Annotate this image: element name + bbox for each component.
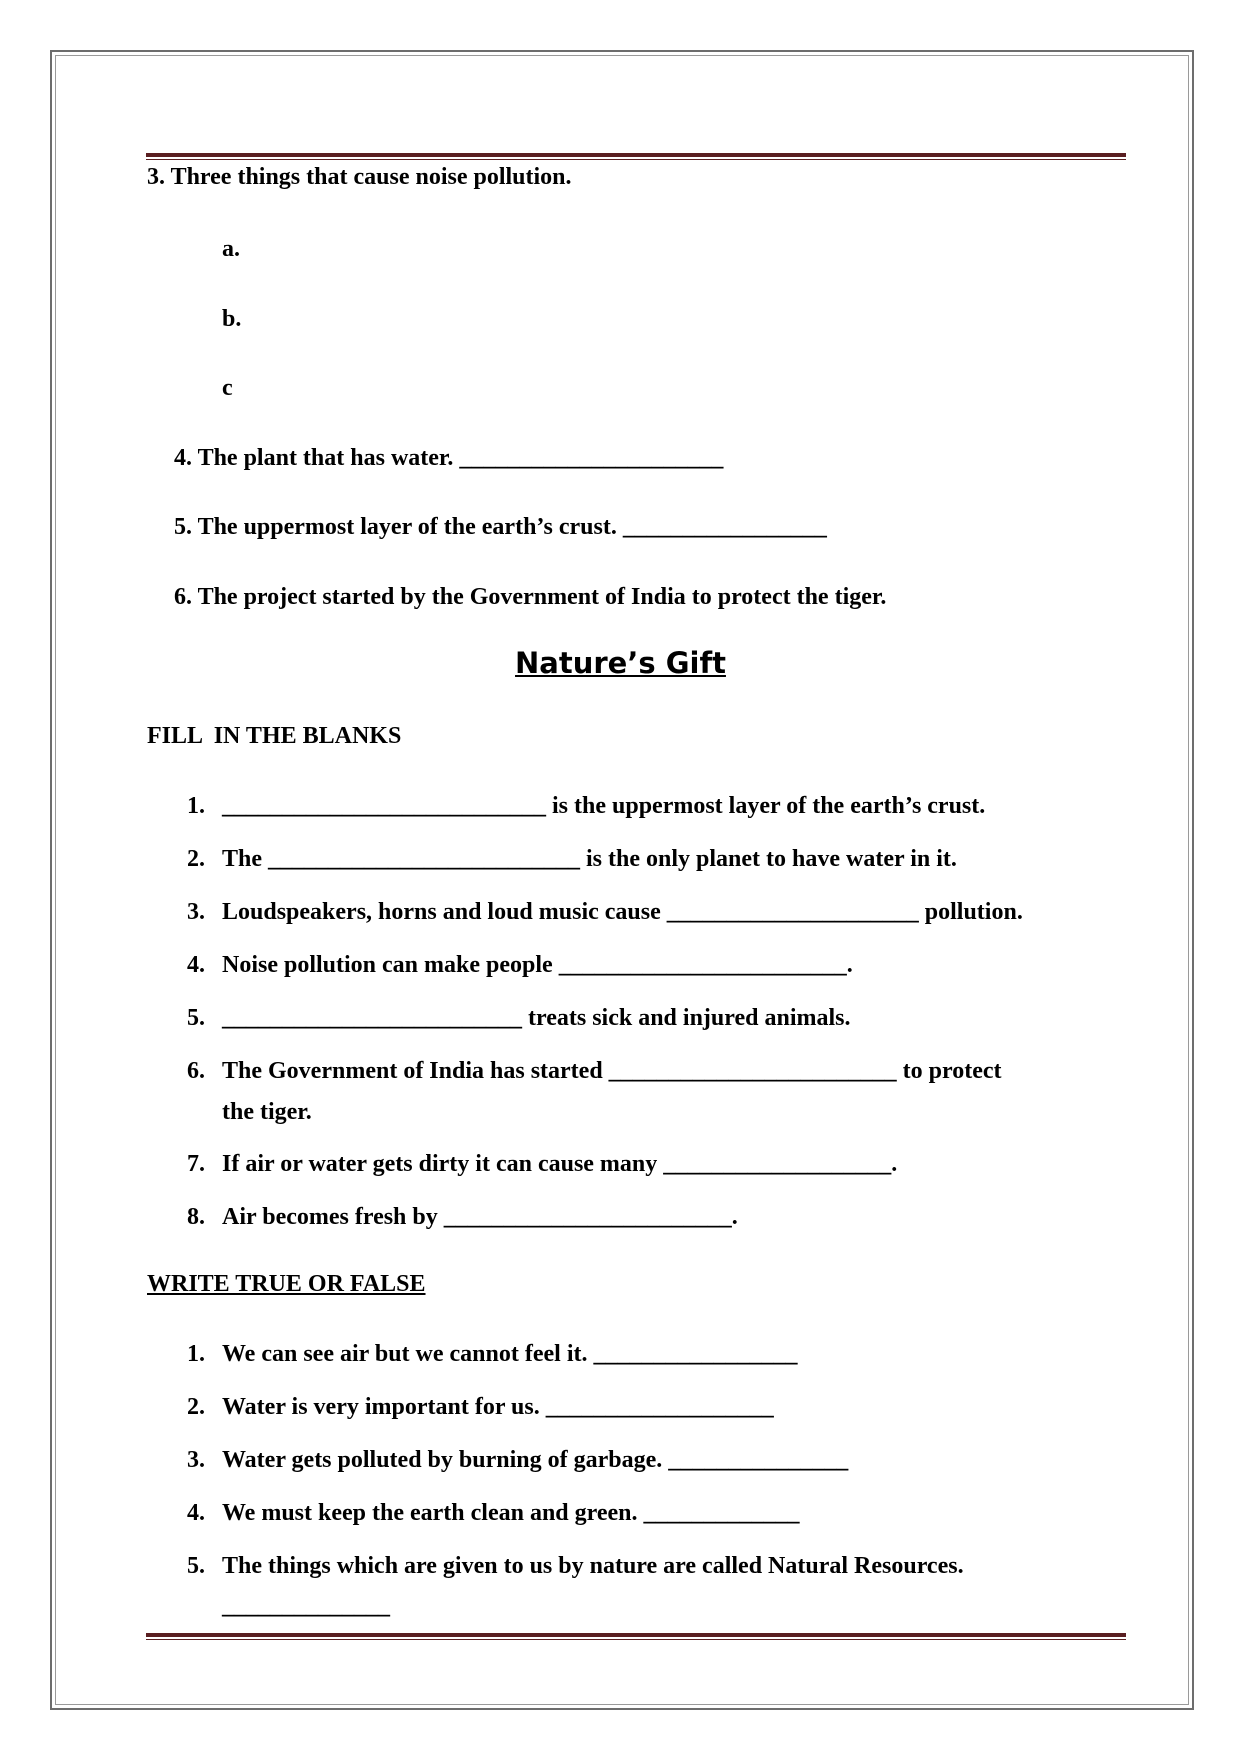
list-item-number: 8. [187,1204,205,1230]
list-item: Water gets polluted by burning of garbage. _______________ [222,1447,849,1473]
question-6: 6. The project started by the Government of India to protect the tiger. [174,584,887,610]
list-item-number: 1. [187,1341,205,1367]
option-c: c [222,375,233,401]
list-item: The Government of India has started ________________________ to protect [222,1058,1002,1084]
list-item: We can see air but we cannot feel it. _________________ [222,1341,798,1367]
list-item: Noise pollution can make people ________________________. [222,952,853,978]
list-item: If air or water gets dirty it can cause many ___________________. [222,1151,898,1177]
list-item: Water is very important for us. ___________________ [222,1394,774,1420]
list-item-number: 5. [187,1553,205,1579]
list-item-number: 7. [187,1151,205,1177]
list-item-number: 6. [187,1058,205,1084]
bottom-divider [146,1633,1126,1640]
option-b: b. [222,306,242,332]
list-item-number: 1. [187,793,205,819]
list-item: The __________________________ is the only planet to have water in it. [222,846,957,872]
fill-blanks-heading: FILL IN THE BLANKS [147,723,402,749]
list-item: ___________________________ is the uppermost layer of the earth’s crust. [222,793,986,819]
question-5: 5. The uppermost layer of the earth’s crust. _________________ [174,514,827,540]
list-item-number: 3. [187,899,205,925]
list-item: The things which are given to us by nature are called Natural Resources. [222,1553,964,1579]
list-item-number: 3. [187,1447,205,1473]
list-item: We must keep the earth clean and green. _____________ [222,1500,800,1526]
true-false-heading: WRITE TRUE OR FALSE [147,1271,426,1297]
section-title: Nature’s Gift [515,646,726,680]
question-3: 3. Three things that cause noise pollution. [147,164,572,190]
list-item: _________________________ treats sick and injured animals. [222,1005,851,1031]
list-item: Air becomes fresh by ________________________. [222,1204,738,1230]
list-item-continuation: ______________ [222,1593,390,1619]
list-item-number: 2. [187,1394,205,1420]
list-item-continuation: the tiger. [222,1099,312,1125]
option-a: a. [222,236,240,262]
list-item-number: 4. [187,1500,205,1526]
list-item: Loudspeakers, horns and loud music cause _____________________ pollution. [222,899,1023,925]
list-item-number: 4. [187,952,205,978]
list-item-number: 5. [187,1005,205,1031]
list-item-number: 2. [187,846,205,872]
top-divider [146,153,1126,160]
question-4: 4. The plant that has water. ______________________ [174,445,724,471]
